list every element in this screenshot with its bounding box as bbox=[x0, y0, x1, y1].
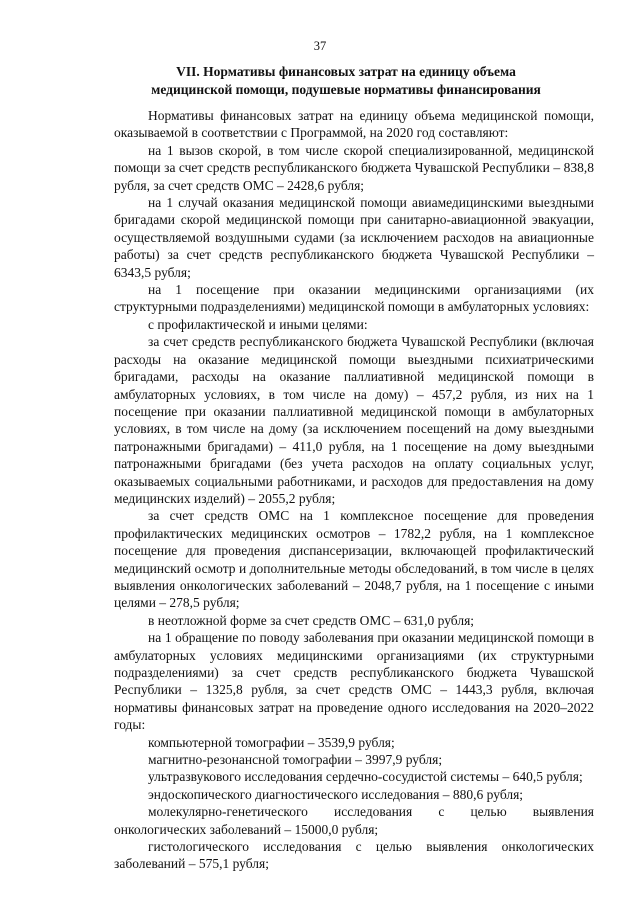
paragraph-disease-treatment: на 1 обращение по поводу заболевания при оказании медицинской помощи в амбулаторных условиях медицинскими организациями (их структурными подразделениями) за счет средств республиканского бюджета Чувашской Республики – 1325,8 рубля, за счет средств ОМС – 1443,3 рубля, включая нормативы финансовых затрат на проведение одного исследования на 2020–2022 годы: bbox=[114, 630, 594, 733]
body-text bbox=[114, 107, 594, 873]
paragraph-ambulance-call: на 1 вызов скорой, в том числе скорой специализированной, медицинской помощи за счет средств республиканского бюджета Чувашской Республики – 838,8 рубля, за счет средств ОМС – 2428,6 рубля; bbox=[114, 142, 594, 193]
page-number: 37 bbox=[313, 39, 327, 53]
paragraph-urgent-form: в неотложной форме за счет средств ОМС – 631,0 рубля; bbox=[148, 612, 475, 628]
paragraph-ultrasound: ультразвукового исследования сердечно-сосудистой системы – 640,5 рубля; bbox=[148, 769, 583, 785]
paragraph-mri: магнитно-резонансной томографии – 3997,9 рубля; bbox=[148, 752, 443, 768]
paragraph-oms-complex-visit: за счет средств ОМС на 1 комплексное посещение для проведения профилактических медицинских осмотров – 1782,2 рубля, на 1 комплексное посещение для проведения диспансеризации, включающей профилактический медицинский осмотр и дополнительные методы обследований, в том числе в целях выявления онкологических заболеваний – 2048,7 рубля, на 1 посещение с иными целями – 278,5 рубля; bbox=[114, 508, 594, 611]
paragraph-histological: гистологического исследования с целью выявления онкологических заболеваний – 575,1 рубля; bbox=[114, 839, 594, 872]
paragraph-republican-budget: за счет средств республиканского бюджета Чувашской Республики (включая расходы на оказание медицинской помощи выездными психиатрическими бригадами, расходы на оказание паллиативной медицинской помощи в амбулаторных условиях, в том числе на дому) – 457,2 рубля, из них на 1 посещение при оказании паллиативной медицинской помощи в амбулаторных условиях, в том числе на дому (за исключением посещений на дому выездными патронажными бригадами) – 411,0 рубля, на 1 посещение на дому выездными патронажными бригадами (без учета расходов на оплату социальных услуг, оказываемых социальными работниками, и расходов для предоставления на дому медицинских изделий) – 2055,2 рубля; bbox=[114, 334, 594, 506]
paragraph-endoscopy: эндоскопического диагностического исследования – 880,6 рубля; bbox=[148, 786, 524, 802]
paragraph-ct: компьютерной томографии – 3539,9 рубля; bbox=[148, 734, 395, 750]
section-heading-line-1: VII. Нормативы финансовых затрат на единицу объема bbox=[176, 64, 516, 79]
section-heading bbox=[100, 63, 592, 98]
paragraph-air-ambulance: на 1 случай оказания медицинской помощи авиамедицинскими выездными бригадами скорой медицинской помощи при санитарно-авиационной эвакуации, осуществляемой воздушными судами (за исключением расходов на авиационные работы) за счет средств республиканского бюджета Чувашской Республики – 6343,5 рубля; bbox=[114, 195, 594, 280]
paragraph-outpatient-visit: на 1 посещение при оказании медицинскими организациями (их структурными подразделениями) медицинской помощи в амбулаторных условиях: bbox=[114, 282, 594, 315]
paragraph-intro: Нормативы финансовых затрат на единицу объема медицинской помощи, оказываемой в соответствии с Программой, на 2020 год составляют: bbox=[114, 108, 594, 141]
paragraph-molecular-genetic: молекулярно-генетического исследования с целью выявления онкологических заболеваний – 15000,0 рубля; bbox=[114, 804, 594, 837]
paragraph-preventive-purposes: с профилактической и иными целями: bbox=[148, 316, 368, 332]
section-heading-line-2: медицинской помощи, подушевые нормативы финансирования bbox=[151, 81, 541, 97]
